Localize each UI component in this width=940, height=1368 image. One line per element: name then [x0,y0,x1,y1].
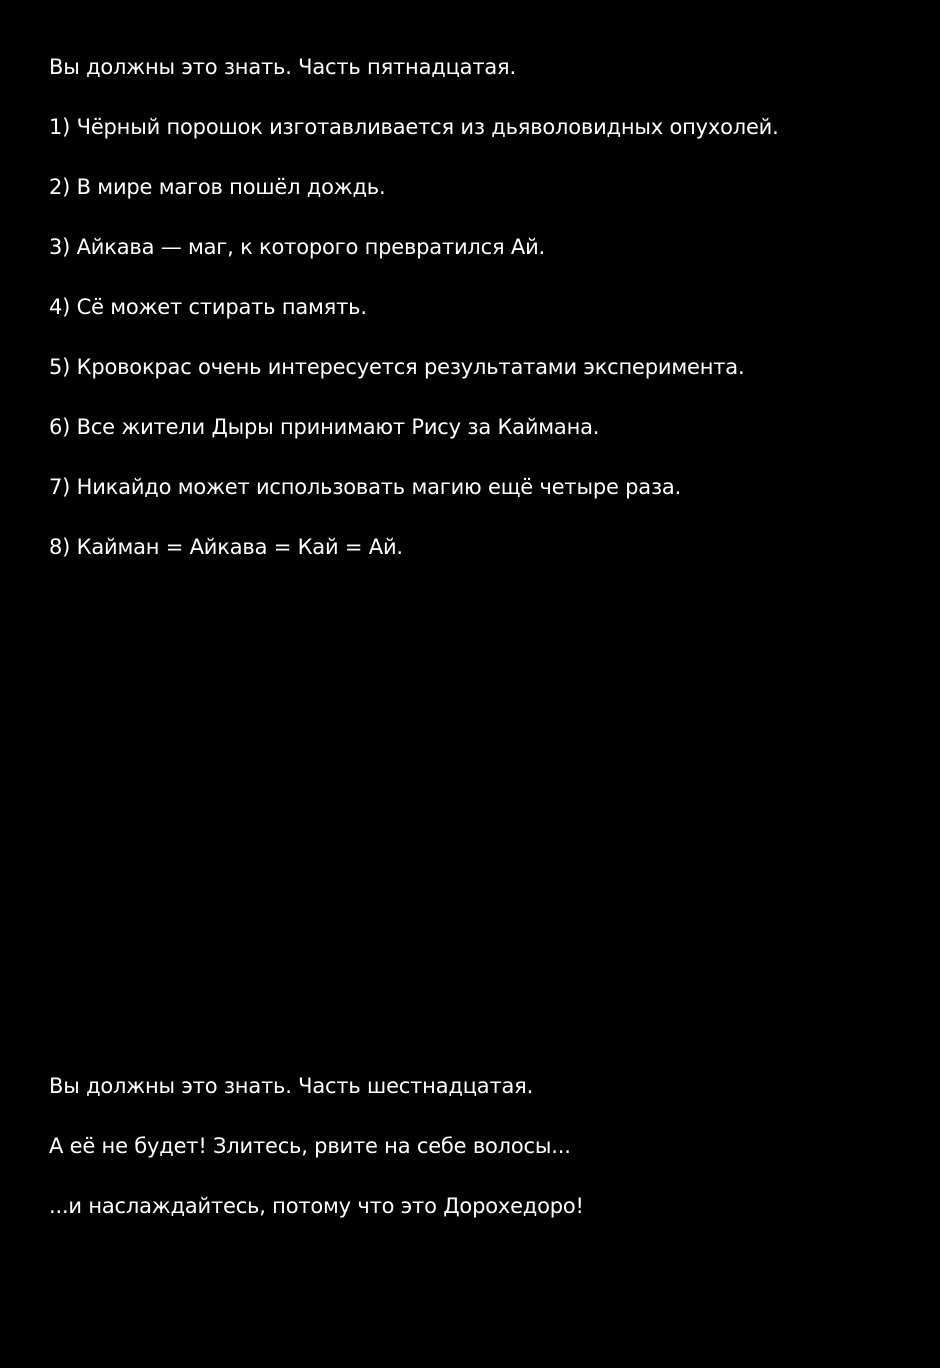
fact-item-5: 5) Кровокрас очень интересуется результатами эксперимента. [49,355,745,379]
part-16-line-1: А её не будет! Злитесь, рвите на себе волосы... [49,1134,571,1158]
part-16-title: Вы должны это знать. Часть шестнадцатая. [49,1074,534,1098]
part-15-section [49,37,779,577]
fact-item-8: 8) Кайман = Айкава = Кай = Ай. [49,535,403,559]
part-16-line-2: ...и наслаждайтесь, потому что это Дорохедоро! [49,1194,584,1218]
fact-item-1: 1) Чёрный порошок изготавливается из дьяволовидных опухолей. [49,115,779,139]
part-15-title: Вы должны это знать. Часть пятнадцатая. [49,55,516,79]
fact-item-3: 3) Айкава — маг, к которого превратился Ай. [49,235,545,259]
fact-item-6: 6) Все жители Дыры принимают Рису за Каймана. [49,415,600,439]
fact-item-4: 4) Сё может стирать память. [49,295,367,319]
part-16-section [49,1056,584,1236]
fact-item-7: 7) Никайдо может использовать магию ещё четыре раза. [49,475,682,499]
fact-item-2: 2) В мире магов пошёл дождь. [49,175,386,199]
